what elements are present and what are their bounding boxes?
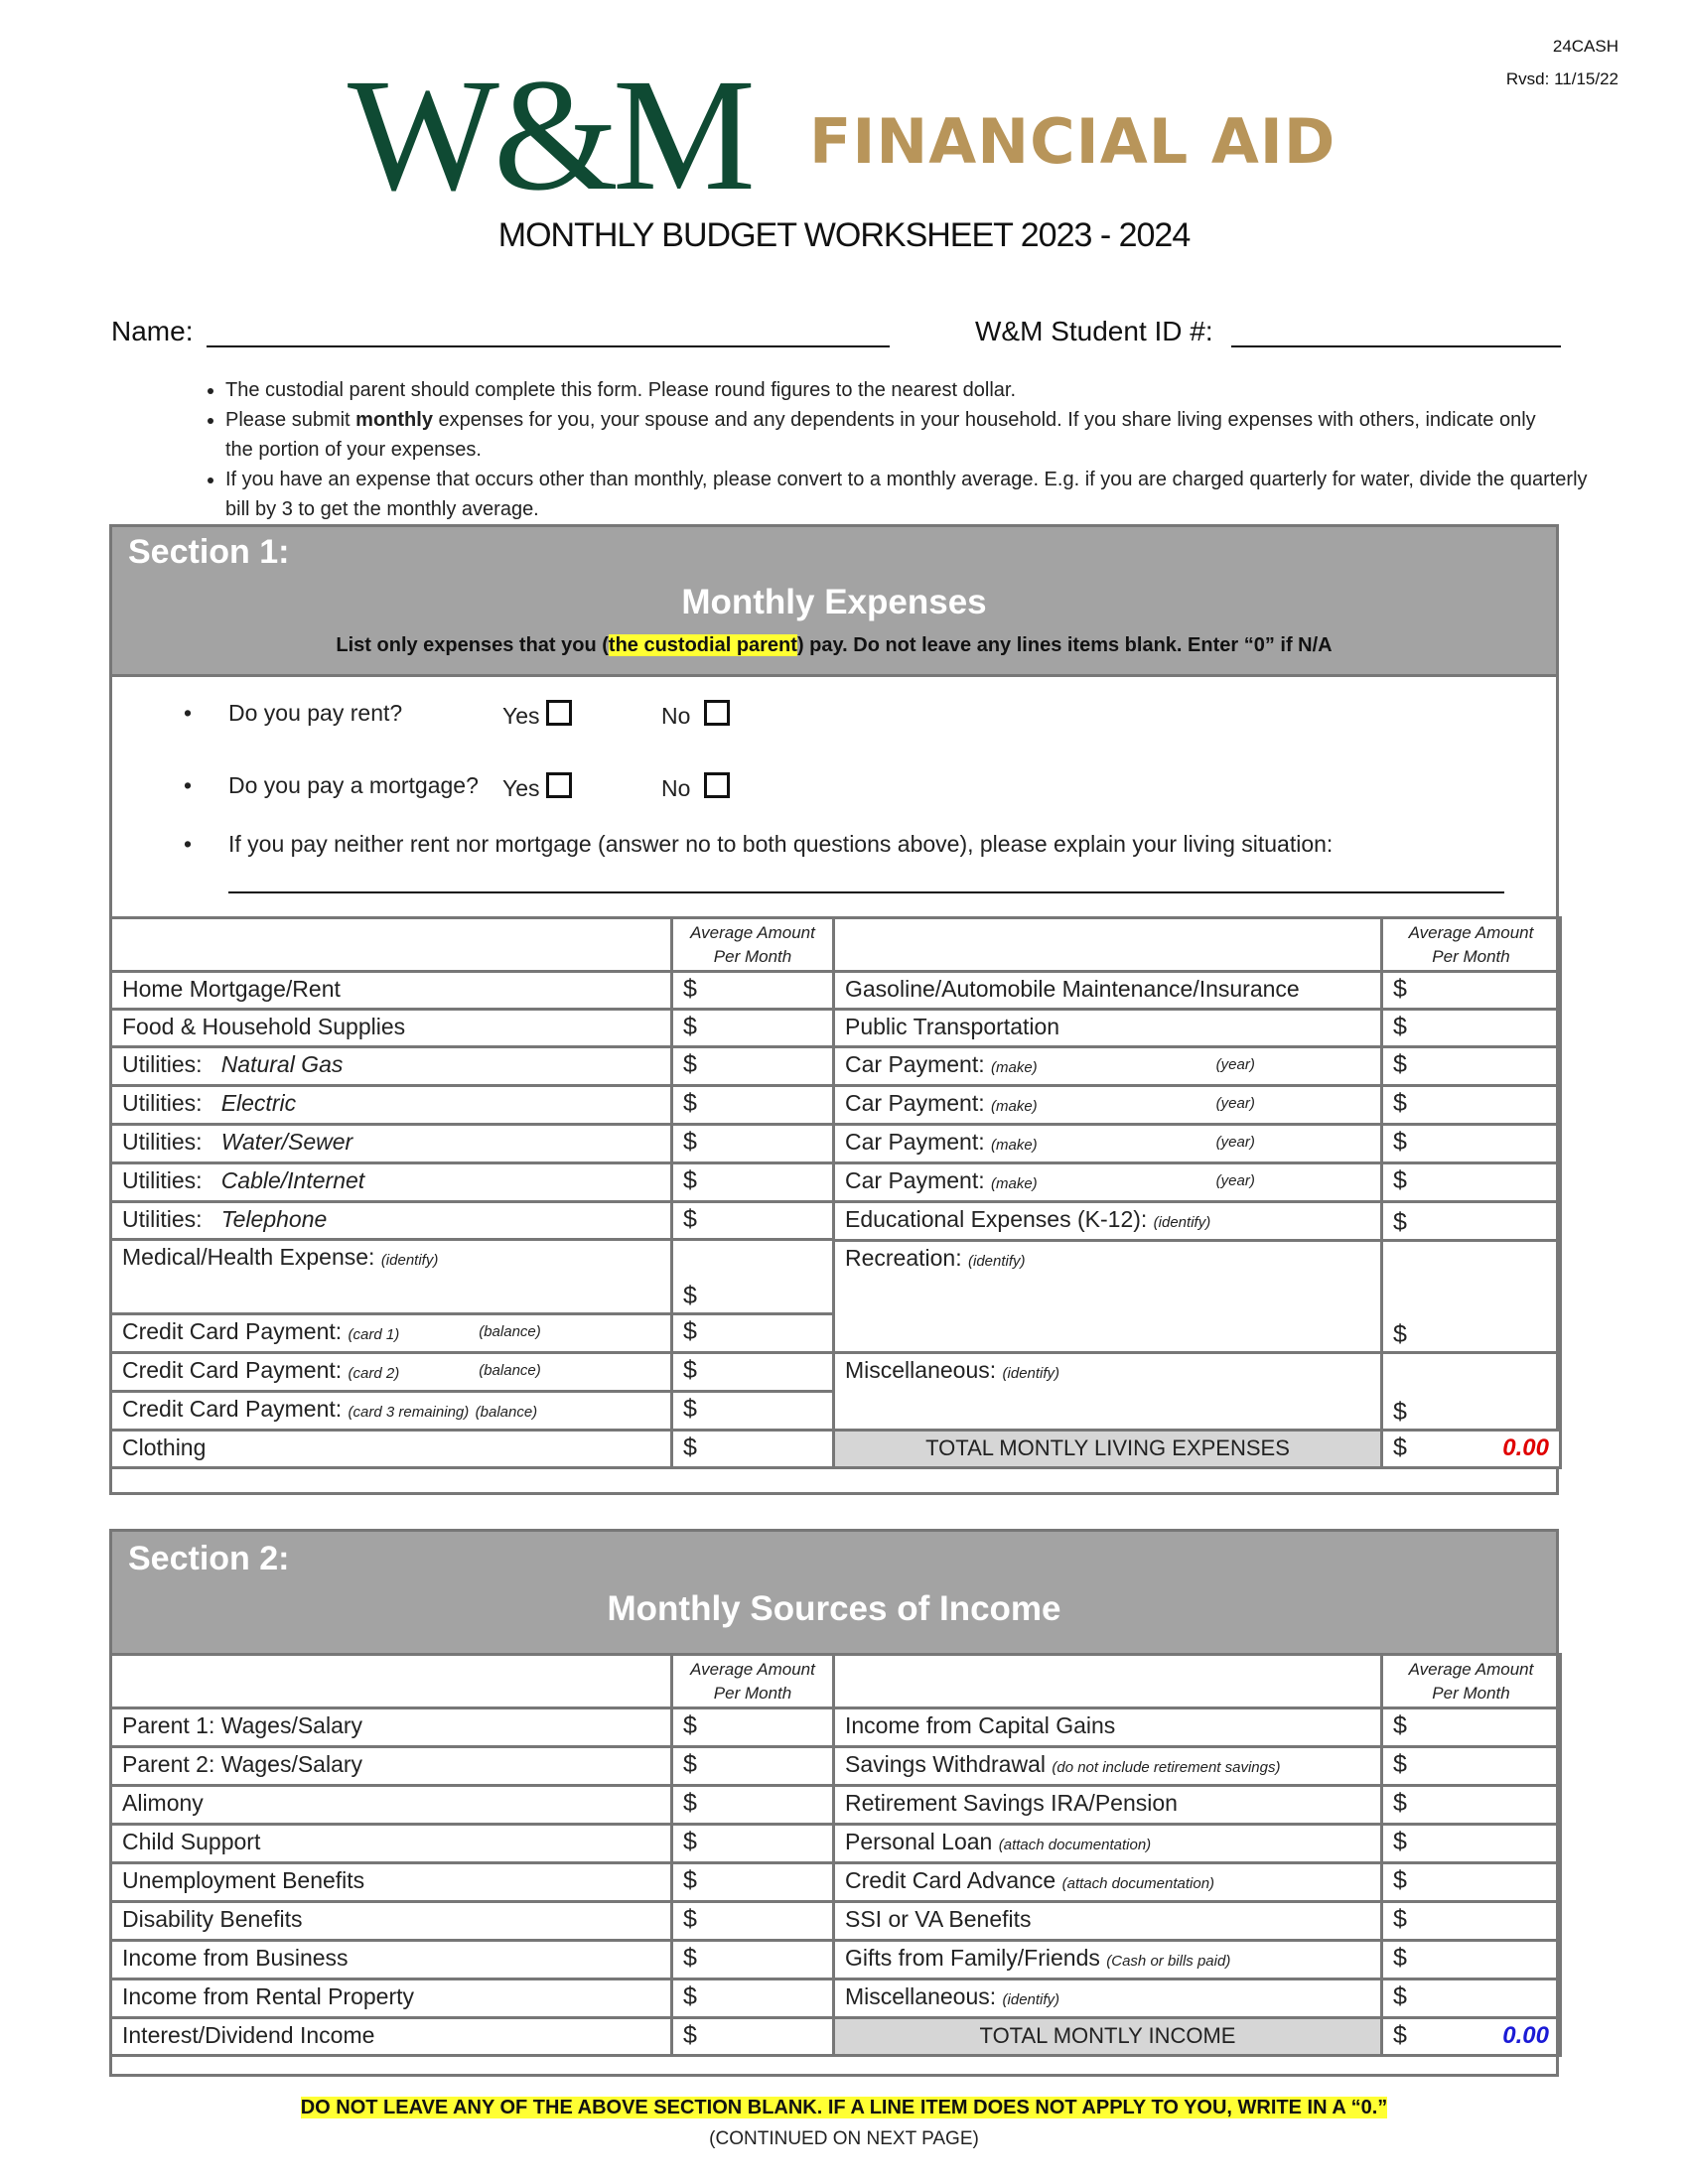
expense-misc-label: Miscellaneous: (identify): [834, 1353, 1382, 1431]
expense-car-payment-amount[interactable]: $: [1382, 1125, 1561, 1163]
income-right-label: Credit Card Advance (attach documentation): [834, 1863, 1382, 1902]
expense-credit-card-3-amount[interactable]: $: [672, 1392, 834, 1431]
mortgage-yes-checkbox[interactable]: [546, 772, 572, 798]
income-left-label: Income from Business: [111, 1941, 672, 1979]
note-text: ) pay. Do not leave any lines items blank. Enter “0” if N/A: [796, 634, 1333, 656]
living-situation-field[interactable]: [228, 891, 1504, 893]
expense-gasoline-amount[interactable]: $: [1382, 972, 1561, 1010]
col-header-amount: Average Amount Per Month: [1382, 1655, 1561, 1708]
income-left-label: Child Support: [111, 1825, 672, 1863]
income-row: [111, 1708, 1561, 1747]
expense-recreation-label: Recreation: (identify): [834, 1241, 1382, 1353]
note-text: List only expenses that you (: [336, 634, 609, 656]
expense-credit-card-2-amount[interactable]: $: [672, 1353, 834, 1392]
expense-car-payment-label: Car Payment: (make) (year): [834, 1086, 1382, 1125]
income-row: [111, 1786, 1561, 1825]
expense-clothing-label: Clothing: [111, 1431, 672, 1468]
form-code-block: [1506, 30, 1618, 95]
income-right-label: Income from Capital Gains: [834, 1708, 1382, 1747]
income-right-amount[interactable]: $: [1382, 1708, 1561, 1747]
expenses-table: [109, 916, 1562, 1469]
income-right-amount[interactable]: $: [1382, 1825, 1561, 1863]
expense-cable-amount[interactable]: $: [672, 1163, 834, 1202]
instruction-item: • The custodial parent should complete this form. Please round figures to the nearest dollar.: [225, 375, 1616, 405]
income-right-label: Gifts from Family/Friends (Cash or bills paid): [834, 1941, 1382, 1979]
income-left-amount[interactable]: $: [672, 1902, 834, 1941]
expense-natural-gas-label: Utilities: Natural Gas: [111, 1047, 672, 1086]
expense-educational-label: Educational Expenses (K-12): (identify): [834, 1202, 1382, 1241]
expense-educational-amount[interactable]: $: [1382, 1202, 1561, 1241]
expense-telephone-amount[interactable]: $: [672, 1202, 834, 1240]
section-2-income: [109, 1529, 1559, 2077]
question-rent-text: Do you pay rent?: [228, 700, 403, 726]
expense-car-payment-label: Car Payment: (make) (year): [834, 1125, 1382, 1163]
income-right-amount[interactable]: $: [1382, 1902, 1561, 1941]
expense-car-payment-label: Car Payment: (make) (year): [834, 1163, 1382, 1202]
income-right-amount[interactable]: $: [1382, 1863, 1561, 1902]
income-left-amount[interactable]: $: [672, 1863, 834, 1902]
income-left-label: Unemployment Benefits: [111, 1863, 672, 1902]
total-income-label: TOTAL MONTLY INCOME: [834, 2018, 1382, 2056]
income-left-amount[interactable]: $: [672, 1941, 834, 1979]
question-neither-text: If you pay neither rent nor mortgage (answer no to both questions above), please explain your living situation:: [228, 831, 1334, 857]
total-expenses-amount: $ 0.00: [1382, 1431, 1561, 1468]
income-row: [111, 2018, 1561, 2056]
income-left-label: Parent 1: Wages/Salary: [111, 1708, 672, 1747]
income-right-label: Personal Loan (attach documentation): [834, 1825, 1382, 1863]
expense-medical-amount[interactable]: $: [672, 1240, 834, 1314]
income-left-label: Interest/Dividend Income: [111, 2018, 672, 2056]
section-1-monthly-expenses: [109, 524, 1559, 1495]
income-left-label: Parent 2: Wages/Salary: [111, 1747, 672, 1786]
expense-car-payment-amount[interactable]: $: [1382, 1047, 1561, 1086]
expense-water-amount[interactable]: $: [672, 1125, 834, 1163]
student-id-field[interactable]: [1231, 345, 1561, 347]
form-code: 24CASH: [1552, 37, 1618, 56]
instruction-bold: monthly: [355, 409, 433, 431]
footer-continued: (CONTINUED ON NEXT PAGE): [709, 2128, 979, 2149]
income-left-amount[interactable]: $: [672, 2018, 834, 2056]
expense-credit-card-3-label: Credit Card Payment: (card 3 remaining) (balance): [111, 1392, 672, 1431]
section-2-header: [112, 1532, 1556, 1653]
col-header-amount: Average Amount Per Month: [1382, 918, 1561, 972]
income-left-amount[interactable]: $: [672, 1708, 834, 1747]
expense-credit-card-1-amount[interactable]: $: [672, 1314, 834, 1353]
instruction-item: • If you have an expense that occurs other than monthly, please convert to a monthly average. E.g. if you are charged quarterly for water, divide the quarterly bill by 3 to get the monthly average.: [225, 465, 1616, 524]
expense-clothing-amount[interactable]: $: [672, 1431, 834, 1468]
name-label: Name:: [111, 316, 194, 346]
section-1-header: [112, 527, 1556, 674]
expense-credit-card-2-label: Credit Card Payment: (card 2) (balance): [111, 1353, 672, 1392]
expense-natural-gas-amount[interactable]: $: [672, 1047, 834, 1086]
expense-gasoline-label: Gasoline/Automobile Maintenance/Insurance: [834, 972, 1382, 1010]
income-row: [111, 1979, 1561, 2018]
total-income-amount: $ 0.00: [1382, 2018, 1561, 2056]
expense-electric-amount[interactable]: $: [672, 1086, 834, 1125]
income-row: [111, 1747, 1561, 1786]
income-left-label: Income from Rental Property: [111, 1979, 672, 2018]
income-left-amount[interactable]: $: [672, 1979, 834, 2018]
total-expenses-value: 0.00: [1502, 1434, 1549, 1461]
income-right-amount[interactable]: $: [1382, 1786, 1561, 1825]
expense-cable-label: Utilities: Cable/Internet: [111, 1163, 672, 1202]
section-1-note: [112, 634, 1556, 657]
rent-no-label: No: [661, 703, 691, 729]
name-field[interactable]: [207, 345, 890, 347]
expense-public-transport-amount[interactable]: $: [1382, 1010, 1561, 1047]
logo-financial-aid-text: FINANCIAL AID: [809, 105, 1336, 178]
income-right-label: Miscellaneous: (identify): [834, 1979, 1382, 2018]
question-rent: • Do you pay rent? Yes No: [228, 700, 1519, 727]
expense-telephone-label: Utilities: Telephone: [111, 1202, 672, 1240]
page-title: MONTHLY BUDGET WORKSHEET 2023 - 2024: [497, 216, 1191, 254]
expense-electric-label: Utilities: Electric: [111, 1086, 672, 1125]
expense-misc-amount[interactable]: $: [1382, 1353, 1561, 1431]
revision-date: Rvsd: 11/15/22: [1505, 69, 1618, 88]
expense-car-payment-amount[interactable]: $: [1382, 1086, 1561, 1125]
rent-no-checkbox[interactable]: [704, 700, 730, 726]
expense-food-label: Food & Household Supplies: [111, 1010, 672, 1047]
student-id-label: W&M Student ID #:: [975, 316, 1213, 346]
mortgage-yes-label: Yes: [502, 775, 540, 801]
expense-medical-label: Medical/Health Expense: (identify): [111, 1240, 672, 1314]
section-1-title: Monthly Expenses: [681, 583, 987, 621]
logo-wm-mark: W&M: [348, 47, 750, 224]
question-mortgage: • Do you pay a mortgage? Yes No: [228, 772, 1519, 799]
col-header-amount: Average Amount Per Month: [672, 1655, 834, 1708]
instruction-item: [225, 405, 1616, 465]
wm-financial-aid-logo: [348, 47, 1350, 224]
income-left-amount[interactable]: $: [672, 1786, 834, 1825]
income-right-amount[interactable]: $: [1382, 1941, 1561, 1979]
rent-yes-label: Yes: [502, 703, 540, 729]
mortgage-no-checkbox[interactable]: [704, 772, 730, 798]
expense-home-amount[interactable]: $: [672, 972, 834, 1010]
col-header-amount: Average Amount Per Month: [672, 918, 834, 972]
expense-credit-card-1-label: Credit Card Payment: (card 1) (balance): [111, 1314, 672, 1353]
expense-public-transport-label: Public Transportation: [834, 1010, 1382, 1047]
income-table: [109, 1653, 1562, 2057]
mortgage-no-label: No: [661, 775, 691, 801]
expense-car-payment-amount[interactable]: $: [1382, 1163, 1561, 1202]
expense-home-label: Home Mortgage/Rent: [111, 972, 672, 1010]
income-left-amount[interactable]: $: [672, 1747, 834, 1786]
income-row: [111, 1902, 1561, 1941]
income-right-label: Retirement Savings IRA/Pension: [834, 1786, 1382, 1825]
instruction-text: Please submit: [225, 409, 356, 431]
income-right-label: Savings Withdrawal (do not include retirement savings): [834, 1747, 1382, 1786]
income-right-amount[interactable]: $: [1382, 1979, 1561, 2018]
instruction-text: the portion of your expenses.: [225, 439, 482, 461]
income-row: [111, 1863, 1561, 1902]
total-income-value: 0.00: [1502, 2022, 1549, 2049]
income-row: [111, 1825, 1561, 1863]
note-highlight: the custodial parent: [608, 634, 797, 656]
total-expenses-label: TOTAL MONTLY LIVING EXPENSES: [834, 1431, 1382, 1468]
section-2-label: Section 2:: [128, 1540, 290, 1577]
income-left-label: Alimony: [111, 1786, 672, 1825]
income-left-label: Disability Benefits: [111, 1902, 672, 1941]
rent-yes-checkbox[interactable]: [546, 700, 572, 726]
income-left-amount[interactable]: $: [672, 1825, 834, 1863]
expense-water-label: Utilities: Water/Sewer: [111, 1125, 672, 1163]
footer-warning: DO NOT LEAVE ANY OF THE ABOVE SECTION BLANK. IF A LINE ITEM DOES NOT APPLY TO YOU, WRITE IN A “0.”: [300, 2097, 1388, 2118]
instruction-text: expenses for you, your spouse and any dependents in your household. If you share living expenses with others, indicate only: [432, 409, 1536, 431]
section-1-label: Section 1:: [128, 533, 290, 571]
instructions-list: [171, 375, 1616, 524]
question-neither: • If you pay neither rent nor mortgage (answer no to both questions above), please explain your living situation:: [184, 831, 1334, 857]
expense-food-amount[interactable]: $: [672, 1010, 834, 1047]
question-mortgage-text: Do you pay a mortgage?: [228, 772, 479, 798]
expense-recreation-amount[interactable]: $: [1382, 1241, 1561, 1353]
income-row: [111, 1941, 1561, 1979]
section-2-title: Monthly Sources of Income: [607, 1589, 1061, 1628]
income-right-amount[interactable]: $: [1382, 1747, 1561, 1786]
expense-car-payment-label: Car Payment: (make) (year): [834, 1047, 1382, 1086]
income-right-label: SSI or VA Benefits: [834, 1902, 1382, 1941]
